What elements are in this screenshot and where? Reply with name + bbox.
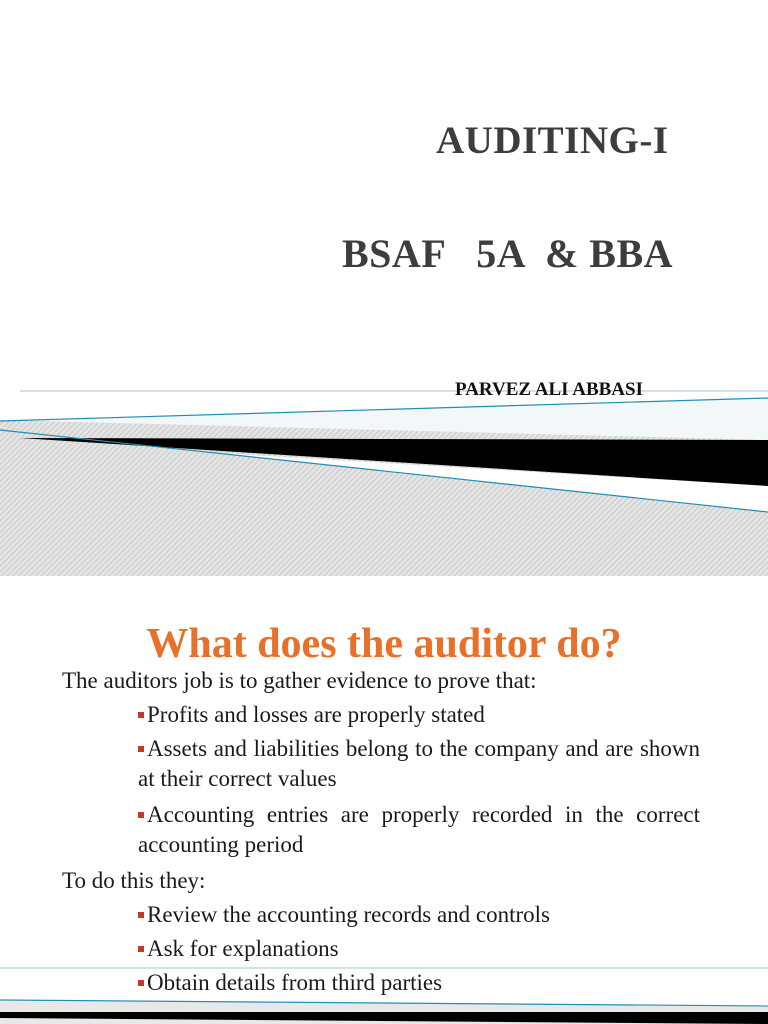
bullet-marker-icon	[138, 946, 144, 952]
intro-text-2: To do this they:	[62, 868, 206, 893]
bullet-marker-icon	[138, 980, 144, 986]
slide-heading: What does the auditor do?	[146, 621, 622, 667]
accent-line	[0, 1000, 768, 1006]
bullet-item: Obtain details from third parties	[138, 968, 700, 998]
bottom-band	[0, 1001, 768, 1024]
slide-title: AUDITING-I	[436, 119, 669, 162]
content-slide	[0, 576, 768, 1024]
bullet-item: Review the accounting records and controls	[138, 900, 700, 930]
bullet-item: Profits and losses are properly stated	[138, 700, 700, 730]
bullet-marker-icon	[138, 912, 144, 918]
bullet-item: Assets and liabilities belong to the company and are shown at their correct values	[138, 736, 700, 791]
bullet-item: Ask for explanations	[138, 934, 700, 964]
bullet-marker-icon	[138, 746, 144, 752]
intro-text: The auditors job is to gather evidence to prove that:	[62, 668, 537, 693]
bullet-marker-icon	[138, 812, 144, 818]
slide-subtitle: BSAF 5A & BBA	[342, 231, 674, 276]
bottom-black-wedge	[0, 1012, 768, 1024]
author-name: PARVEZ ALI ABBASI	[455, 379, 643, 400]
bullet-item: Accounting entries are properly recorded in the correct accounting period	[138, 802, 700, 857]
bullet-marker-icon	[138, 712, 144, 718]
